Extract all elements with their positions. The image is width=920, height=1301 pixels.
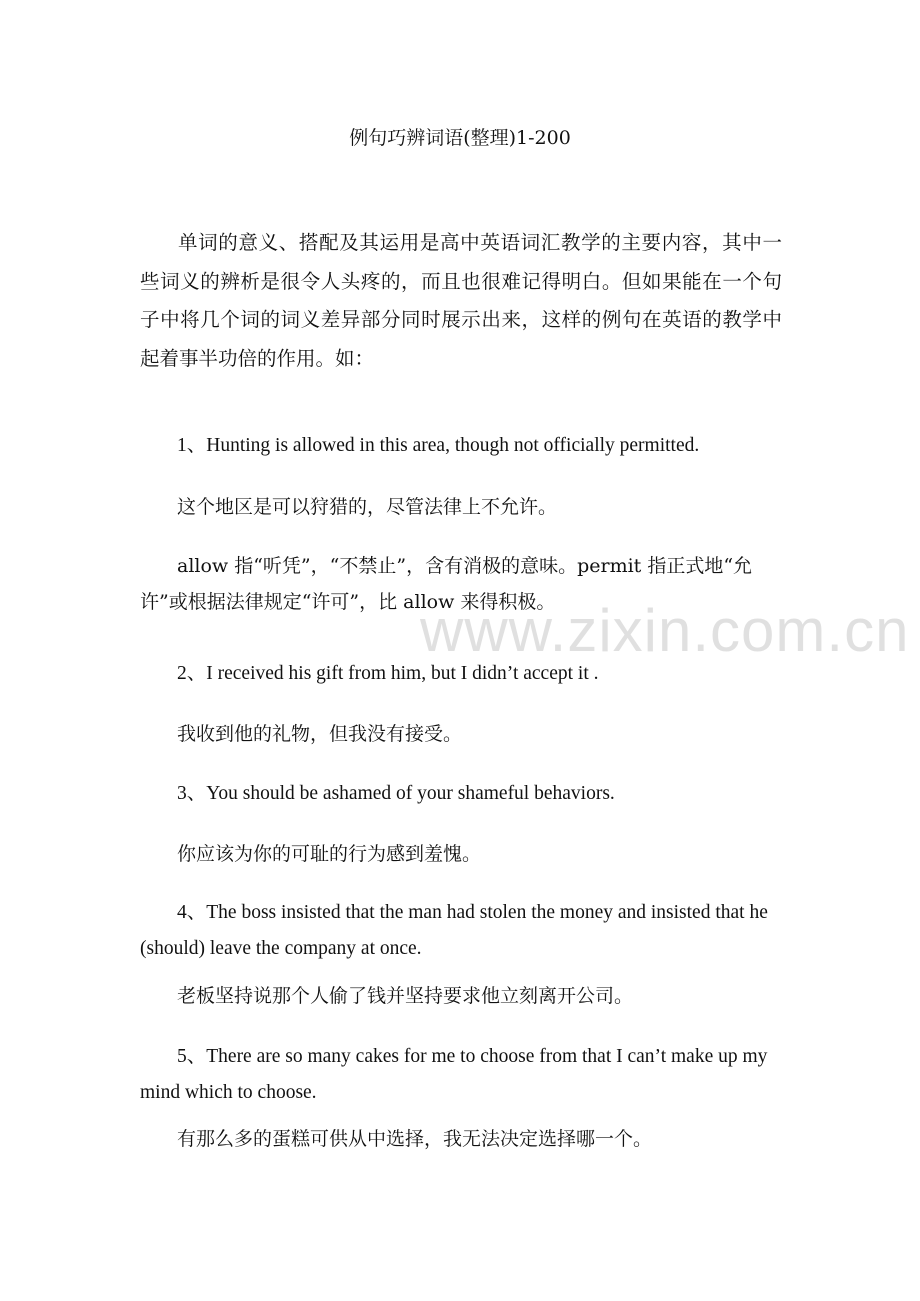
example-5-english: 5、There are so many cakes for me to choose from that I can’t make up my mind which to choose. — [140, 1046, 768, 1103]
example-2-chinese: 我收到他的礼物，但我没有接受。 — [177, 723, 463, 745]
document-title: 例句巧辨词语(整理)1-200 — [349, 127, 571, 149]
example-2-english: 2、I received his gift from him, but I didn’t accept it . — [177, 663, 599, 684]
example-1-chinese: 这个地区是可以狩猎的，尽管法律上不允许。 — [177, 496, 558, 518]
intro-paragraph: 单词的意义、搭配及其运用是高中英语词汇教学的主要内容，其中一些词义的辨析是很令人头疼的，而且也很难记得明白。但如果能在一个句子中将几个词的词义差异部分同时展示出来，这样的例句在英语的教学中起着事半功倍的作用。如： — [140, 231, 782, 370]
example-3-chinese: 你应该为你的可耻的行为感到羞愧。 — [177, 843, 482, 865]
example-5-chinese: 有那么多的蛋糕可供从中选择，我无法决定选择哪一个。 — [177, 1128, 653, 1150]
example-4-chinese: 老板坚持说那个人偷了钱并坚持要求他立刻离开公司。 — [177, 985, 634, 1007]
watermark-text: www.zixin.com.cn — [420, 597, 910, 664]
example-1-explanation: allow 指“听凭”，“不禁止”，含有消极的意味。permit 指正式地“允许”或根据法律规定“许可”，比 allow 来得积极。 — [140, 555, 753, 613]
example-3-english: 3、You should be ashamed of your shameful behaviors. — [177, 783, 615, 804]
example-4-english: 4、The boss insisted that the man had stolen the money and insisted that he (should) leave the company at once. — [140, 902, 768, 959]
example-1-english: 1、Hunting is allowed in this area, though not officially permitted. — [177, 435, 700, 456]
